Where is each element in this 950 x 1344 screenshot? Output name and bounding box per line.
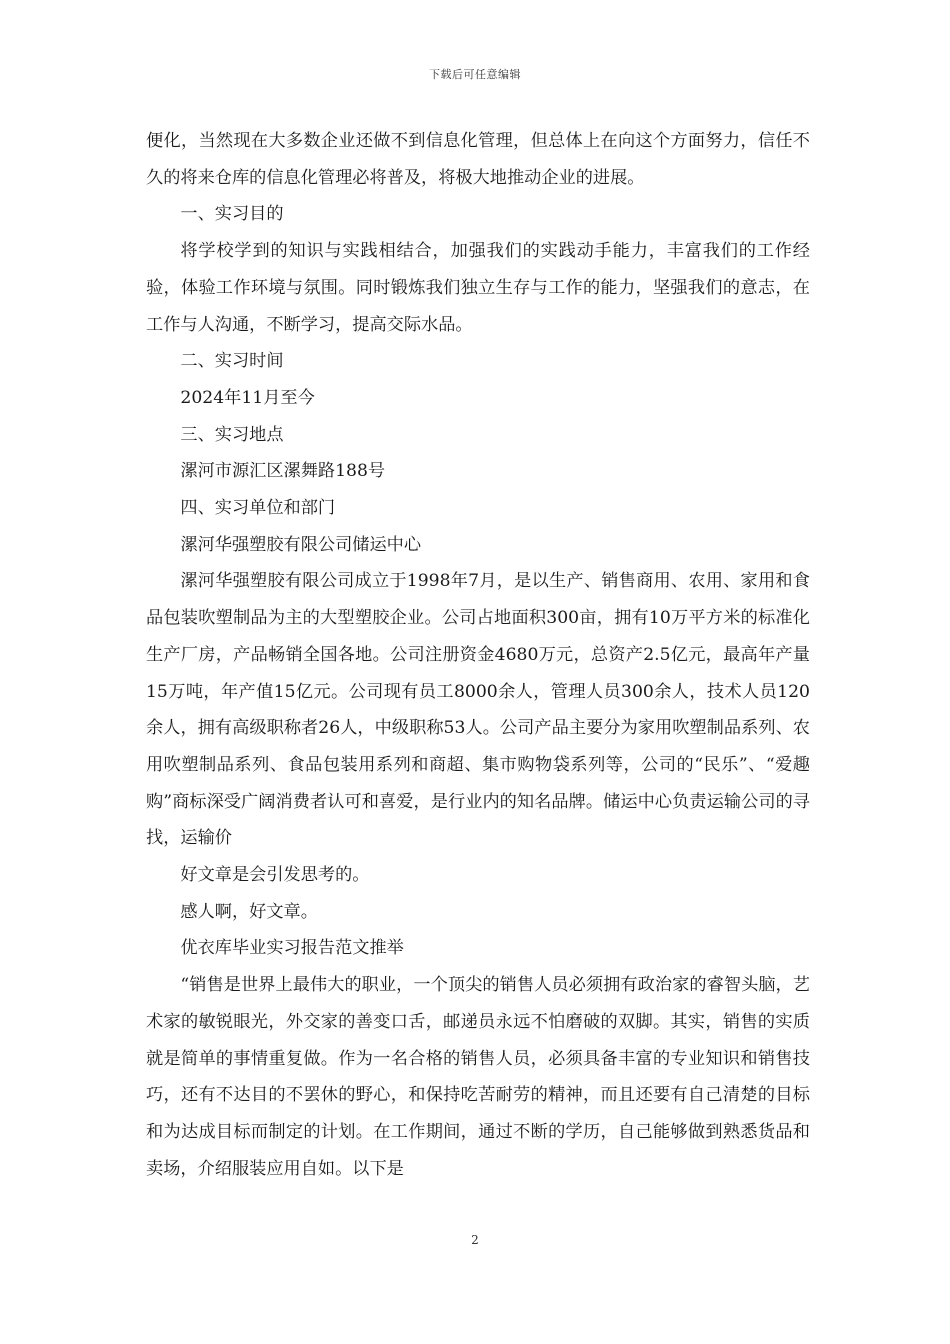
- paragraph-continuation: 便化，当然现在大多数企业还做不到信息化管理，但总体上在向这个方面努力，信任不久的将来仓库的信息化管理必将普及，将极大地推动企业的进展。: [146, 131, 810, 188]
- paragraph-unit-name: 漯河华强塑胶有限公司储运中心: [180, 534, 422, 555]
- paragraph-company-profile: 漯河华强塑胶有限公司成立于1998年7月，是以生产、销售商用、农用、家用和食品包装吹塑制品为主的大型塑胶企业。公司占地面积300亩，拥有10万平方米的标准化生产厂房，产品畅销全国各地。公司注册资金4680万元，总资产2.5亿元，最高年产量15万吨，年产值15亿元。公司现有员工8000余人，管理人员300余人，技术人员120余人，拥有高级职称者26人，中级职称53人。公司产品主要分为家用吹塑制品系列、农用吹塑制品系列、食品包装用系列和商超、集市购物袋系列等，公司的“民乐”、“爱趣购”商标深受广阔消费者认可和喜爱，是行业内的知名品牌。储运中心负责运输公司的寻找，运输价: [146, 571, 810, 849]
- paragraph-time-detail: 2024年11月至今: [180, 387, 315, 408]
- heading-recommended-article: 优衣库毕业实习报告范文推举: [180, 938, 404, 959]
- paragraph-comment-1: 好文章是会引发思考的。: [180, 865, 370, 886]
- heading-internship-purpose: 一、实习目的: [180, 204, 284, 225]
- paragraph-comment-2: 感人啊，好文章。: [180, 901, 318, 922]
- heading-internship-unit: 四、实习单位和部门: [180, 498, 336, 519]
- page-number: 2: [471, 1233, 479, 1247]
- heading-internship-location: 三、实习地点: [180, 424, 284, 445]
- paragraph-sales-quote: “销售是世界上最伟大的职业，一个顶尖的销售人员必须拥有政治家的睿智头脑，艺术家的敏锐眼光，外交家的善变口舌，邮递员永远不怕磨破的双脚。其实，销售的实质就是简单的事情重复做。作为一名合格的销售人员，必须具备丰富的专业知识和销售技巧，还有不达目的不罢休的野心，和保持吃苦耐劳的精神，而且还要有自己清楚的目标和为达成目标而制定的计划。在工作期间，通过不断的学历，自己能够做到熟悉货品和卖场，介绍服装应用自如。以下是: [146, 975, 810, 1179]
- page-header: 下载后可任意编辑: [429, 68, 521, 81]
- heading-internship-time: 二、实习时间: [180, 351, 284, 372]
- document-body: [146, 123, 810, 1187]
- paragraph-location-detail: 漯河市源汇区漯舞路188号: [180, 461, 386, 482]
- paragraph-purpose-detail: 将学校学到的知识与实践相结合，加强我们的实践动手能力，丰富我们的工作经验，体验工作环境与氛围。同时锻炼我们独立生存与工作的能力，坚强我们的意志，在工作与人沟通，不断学习，提高交际水品。: [146, 241, 810, 335]
